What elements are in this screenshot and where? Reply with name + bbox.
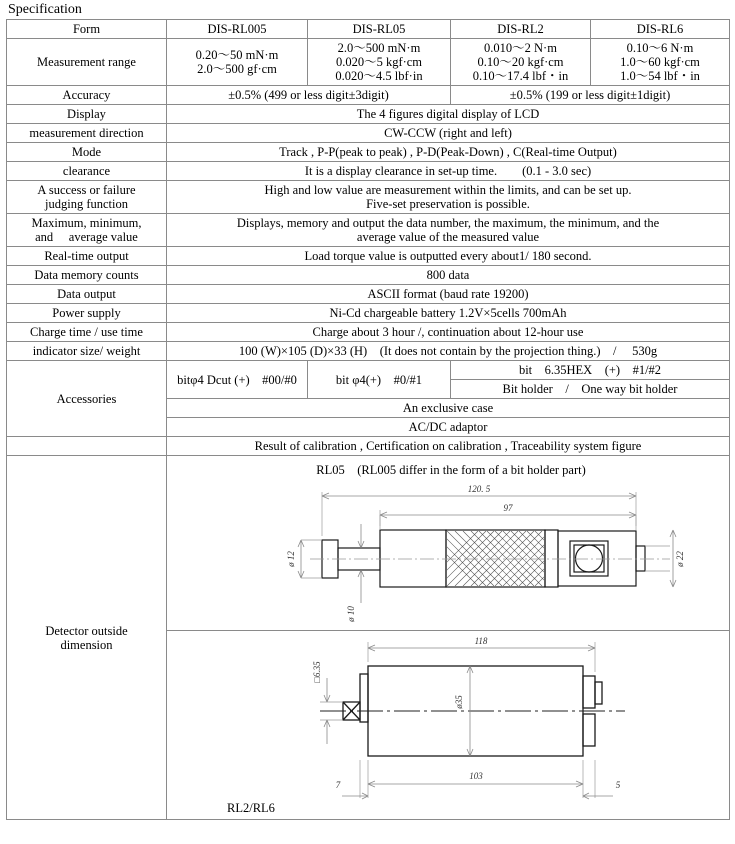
specification-table [6,19,730,820]
table-row-display [7,105,730,124]
dim-overall-length-bottom: 118 [474,636,488,646]
cell-range-rl05 [308,39,451,86]
cell-range-rl005 [167,39,308,86]
cell-form-rl005: DIS-RL005 [167,20,308,39]
cell-accessory-bit1: bitφ4 Dcut (+) #00/#0 [167,361,308,399]
rl05-outline-drawing [170,478,730,626]
cell-range-rl6 [591,39,730,86]
row-label-measurement-range: Measurement range [7,39,167,86]
table-row-measurement-range [7,39,730,86]
cell-form-rl05: DIS-RL05 [308,20,451,39]
row-label-accessories-spacer [7,437,167,456]
dim-square-drive: □6.35 [312,661,322,683]
cell-display-value: The 4 figures digital display of LCD [167,105,730,124]
table-row-form [7,20,730,39]
table-row-accuracy [7,86,730,105]
range-line: 0.020～5 kgf·cm [335,55,423,69]
cell-judging-function-value [167,181,730,214]
cell-charge-time-value: Charge about 3 hour /, continuation about 12-hour use [167,323,730,342]
cell-realtime-output-value: Load torque value is outputted every about1/ 180 second. [167,247,730,266]
label-line: dimension [60,637,113,652]
range-line: 2.0～500 mN·m [337,41,421,55]
dim-body-diameter-top: ø 22 [675,551,685,567]
row-label-data-memory-counts: Data memory counts [7,266,167,285]
row-label-data-output: Data output [7,285,167,304]
row-label-max-min-avg [7,214,167,247]
rl2-rl6-outline-drawing [170,636,730,814]
table-row-indicator-size [7,342,730,361]
table-row-clearance [7,162,730,181]
table-row-judging-function [7,181,730,214]
cell-drawing-rl2-rl6 [167,631,730,820]
cell-range-rl2 [451,39,591,86]
cell-form-rl2: DIS-RL2 [451,20,591,39]
table-row-mode [7,143,730,162]
cell-accessory-bit2: bit φ4(+) #0/#1 [308,361,451,399]
drawing-caption-bottom: RL2/RL6 [227,801,275,815]
cell-mode-value: Track , P-P(peak to peak) , P-D(Peak-Down) , C(Real-time Output) [167,143,730,162]
row-label-power-supply: Power supply [7,304,167,323]
row-label-indicator-size: indicator size/ weight [7,342,167,361]
dim-shaft-diameter: ø 10 [346,606,356,622]
range-line: 0.010～2 N·m [484,41,557,55]
dim-overall-length-top: 120. 5 [467,484,491,494]
cell-measurement-direction-value: CW-CCW (right and left) [167,124,730,143]
row-label-judging-function [7,181,167,214]
row-label-accessories: Accessories [7,361,167,437]
range-line: 1.0～54 lbf・in [620,69,700,83]
cell-clearance-value: It is a display clearance in set-up time. (0.1 - 3.0 sec) [167,162,730,181]
cell-drawing-rl05 [167,456,730,631]
table-row-charge-time [7,323,730,342]
table-row-realtime-output [7,247,730,266]
row-label-detector-dimension [7,456,167,820]
range-line: 0.20～50 mN·m [195,48,279,62]
label-line: judging function [45,197,128,211]
cell-indicator-size-value: 100 (W)×105 (D)×33 (H) (It does not contain by the projection thing.) / 530g [167,342,730,361]
cell-accessory-adaptor: AC/DC adaptor [167,418,730,437]
cell-accuracy-left: ±0.5% (499 or less digit±3digit) [167,86,451,105]
dim-tip-diameter: ø 12 [286,551,296,567]
table-row-data-memory-counts [7,266,730,285]
cell-data-memory-counts-value: 800 data [167,266,730,285]
range-line: 0.10～17.4 lbf・in [472,69,569,83]
table-row-data-output [7,285,730,304]
cell-accessory-bit-holder: Bit holder / One way bit holder [451,380,730,399]
cell-max-min-avg-value [167,214,730,247]
table-row-accessories-calibration [7,437,730,456]
row-label-clearance: clearance [7,162,167,181]
table-row-max-min-avg [7,214,730,247]
row-label-form: Form [7,20,167,39]
cell-data-output-value: ASCII format (baud rate 19200) [167,285,730,304]
value-line: Five-set preservation is possible. [366,197,530,211]
range-line: 2.0～500 gf·cm [197,62,277,76]
dim-left-offset: 7 [335,780,341,790]
table-row-accessories-bits [7,361,730,380]
row-label-display: Display [7,105,167,124]
range-line: 1.0～60 kgf·cm [620,55,700,69]
label-line: and average value [35,230,138,244]
dim-body-length-top: 97 [503,503,513,513]
cell-accessory-case: An exclusive case [167,399,730,418]
label-line: Detector outside [45,623,128,638]
cell-accuracy-right: ±0.5% (199 or less digit±1digit) [451,86,730,105]
row-label-mode: Mode [7,143,167,162]
range-line: 0.020～4.5 lbf·in [335,69,423,83]
drawing-caption-top: RL05 (RL005 differ in the form of a bit holder part) [316,463,586,477]
page-title: Specification [8,2,82,17]
label-line: Maximum, minimum, [31,216,142,230]
value-line: average value of the measured value [356,230,540,244]
dim-body-length-bottom: 103 [469,771,483,781]
value-line: Displays, memory and output the data number, the maximum, the minimum, and the [236,216,660,230]
row-label-measurement-direction: measurement direction [7,124,167,143]
row-label-accuracy: Accuracy [7,86,167,105]
table-row-power-supply [7,304,730,323]
cell-accessory-calibration: Result of calibration , Certification on calibration , Traceability system figure [167,437,730,456]
dim-right-offset: 5 [615,780,621,790]
row-label-realtime-output: Real-time output [7,247,167,266]
cell-form-rl6: DIS-RL6 [591,20,730,39]
row-label-charge-time: Charge time / use time [7,323,167,342]
table-row-measurement-direction [7,124,730,143]
dim-body-diameter-bottom: ø35 [454,695,464,709]
value-line: High and low value are measurement within the limits, and can be set up. [264,183,632,197]
label-line: A success or failure [37,183,136,197]
range-line: 0.10～6 N·m [626,41,694,55]
cell-accessory-bit3: bit 6.35HEX (+) #1/#2 [451,361,730,380]
range-line: 0.10～20 kgf·cm [477,55,564,69]
table-row-detector-dimension-top [7,456,730,631]
cell-power-supply-value: Ni-Cd chargeable battery 1.2V×5cells 700mAh [167,304,730,323]
